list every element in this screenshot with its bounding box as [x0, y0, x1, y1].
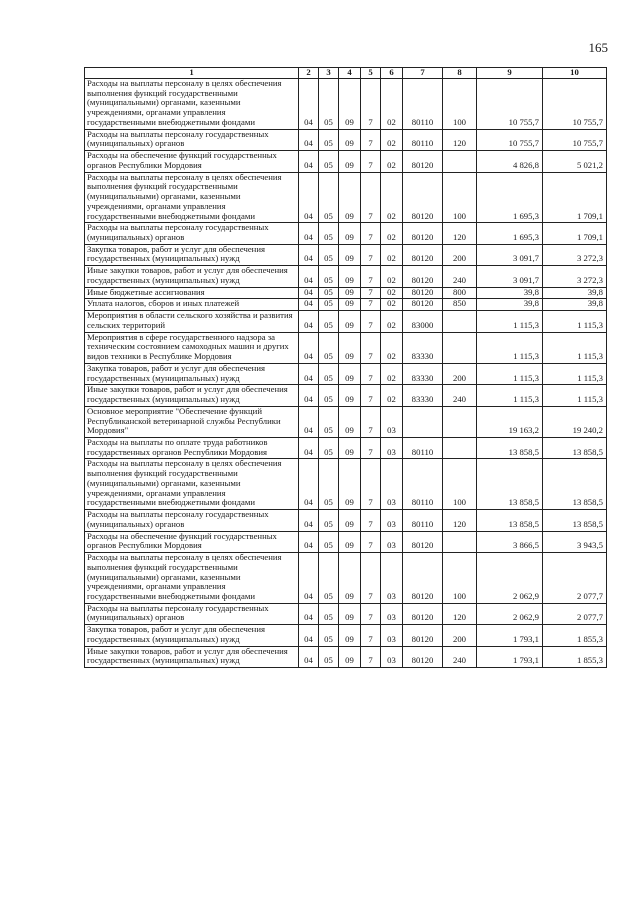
- section-code-cell: 04: [299, 151, 319, 172]
- event-code-cell: 02: [381, 244, 403, 265]
- type-code-cell: 800: [443, 287, 477, 299]
- direction-code-cell: 80120: [403, 244, 443, 265]
- expense-name-cell: Расходы на выплаты персоналу государственных (муниципальных) органов: [85, 603, 299, 624]
- table-row: [85, 79, 607, 130]
- subsection-code-cell: 05: [319, 625, 339, 646]
- subsection-code-cell: 05: [319, 437, 339, 458]
- expense-name-cell: Основное мероприятие "Обеспечение функций Республиканской ветеринарной службы Республики Мордовия": [85, 406, 299, 437]
- amount-year-2-cell: 10 755,7: [543, 79, 607, 130]
- table-row: [85, 385, 607, 406]
- type-code-cell: 100: [443, 459, 477, 510]
- amount-year-2-cell: 19 240,2: [543, 406, 607, 437]
- table-row: [85, 437, 607, 458]
- program-code-cell: 09: [339, 531, 361, 552]
- direction-code-cell: 80110: [403, 510, 443, 531]
- event-code-cell: 03: [381, 603, 403, 624]
- amount-year-2-cell: 2 077,7: [543, 553, 607, 604]
- table-row: [85, 603, 607, 624]
- header-row: [85, 68, 607, 79]
- type-code-cell: [443, 151, 477, 172]
- event-code-cell: 02: [381, 311, 403, 332]
- subprogram-code-cell: 7: [361, 625, 381, 646]
- direction-code-cell: 80120: [403, 299, 443, 311]
- event-code-cell: 02: [381, 332, 403, 363]
- program-code-cell: 09: [339, 625, 361, 646]
- event-code-cell: 03: [381, 406, 403, 437]
- section-code-cell: 04: [299, 266, 319, 287]
- direction-code-cell: 80120: [403, 287, 443, 299]
- event-code-cell: 02: [381, 287, 403, 299]
- subprogram-code-cell: 7: [361, 79, 381, 130]
- subprogram-code-cell: 7: [361, 437, 381, 458]
- amount-year-2-cell: 3 943,5: [543, 531, 607, 552]
- amount-year-1-cell: 2 062,9: [477, 553, 543, 604]
- section-code-cell: 04: [299, 299, 319, 311]
- type-code-cell: 100: [443, 79, 477, 130]
- column-header: 8: [443, 68, 477, 79]
- direction-code-cell: 80120: [403, 553, 443, 604]
- amount-year-2-cell: 39,8: [543, 287, 607, 299]
- amount-year-2-cell: 3 272,3: [543, 244, 607, 265]
- amount-year-2-cell: 1 115,3: [543, 363, 607, 384]
- program-code-cell: 09: [339, 299, 361, 311]
- subprogram-code-cell: 7: [361, 311, 381, 332]
- program-code-cell: 09: [339, 406, 361, 437]
- subsection-code-cell: 05: [319, 385, 339, 406]
- direction-code-cell: 80120: [403, 603, 443, 624]
- subprogram-code-cell: 7: [361, 646, 381, 667]
- type-code-cell: 100: [443, 553, 477, 604]
- direction-code-cell: 80110: [403, 437, 443, 458]
- type-code-cell: [443, 311, 477, 332]
- subprogram-code-cell: 7: [361, 287, 381, 299]
- expense-name-cell: Уплата налогов, сборов и иных платежей: [85, 299, 299, 311]
- expense-name-cell: Закупка товаров, работ и услуг для обеспечения государственных (муниципальных) нужд: [85, 244, 299, 265]
- direction-code-cell: 83330: [403, 363, 443, 384]
- table-row: [85, 244, 607, 265]
- expense-name-cell: Расходы на выплаты персоналу в целях обеспечения выполнения функций государственными (муниципальными) органами, казенными учреждениями, органами управления государственными внебюджетными фондами: [85, 553, 299, 604]
- subsection-code-cell: 05: [319, 553, 339, 604]
- section-code-cell: 04: [299, 363, 319, 384]
- subsection-code-cell: 05: [319, 363, 339, 384]
- section-code-cell: 04: [299, 510, 319, 531]
- subprogram-code-cell: 7: [361, 223, 381, 244]
- amount-year-1-cell: 1 793,1: [477, 625, 543, 646]
- amount-year-1-cell: 1 115,3: [477, 385, 543, 406]
- direction-code-cell: 80120: [403, 172, 443, 223]
- table-row: [85, 406, 607, 437]
- subsection-code-cell: 05: [319, 311, 339, 332]
- program-code-cell: 09: [339, 129, 361, 150]
- program-code-cell: 09: [339, 79, 361, 130]
- column-header: 3: [319, 68, 339, 79]
- subsection-code-cell: 05: [319, 510, 339, 531]
- section-code-cell: 04: [299, 79, 319, 130]
- program-code-cell: 09: [339, 332, 361, 363]
- amount-year-2-cell: 1 115,3: [543, 311, 607, 332]
- page-number: 165: [588, 40, 608, 55]
- table-row: [85, 332, 607, 363]
- subsection-code-cell: 05: [319, 266, 339, 287]
- amount-year-2-cell: 13 858,5: [543, 437, 607, 458]
- section-code-cell: 04: [299, 332, 319, 363]
- type-code-cell: [443, 406, 477, 437]
- section-code-cell: 04: [299, 437, 319, 458]
- amount-year-2-cell: 1 115,3: [543, 385, 607, 406]
- section-code-cell: 04: [299, 553, 319, 604]
- column-header: 7: [403, 68, 443, 79]
- section-code-cell: 04: [299, 603, 319, 624]
- event-code-cell: 03: [381, 646, 403, 667]
- subprogram-code-cell: 7: [361, 363, 381, 384]
- subsection-code-cell: 05: [319, 646, 339, 667]
- event-code-cell: 02: [381, 129, 403, 150]
- column-header: 10: [543, 68, 607, 79]
- amount-year-1-cell: 39,8: [477, 299, 543, 311]
- subsection-code-cell: 05: [319, 299, 339, 311]
- type-code-cell: 240: [443, 385, 477, 406]
- table-row: [85, 151, 607, 172]
- program-code-cell: 09: [339, 459, 361, 510]
- subprogram-code-cell: 7: [361, 459, 381, 510]
- subsection-code-cell: 05: [319, 531, 339, 552]
- expense-name-cell: Расходы на выплаты персоналу государственных (муниципальных) органов: [85, 223, 299, 244]
- type-code-cell: 240: [443, 266, 477, 287]
- event-code-cell: 03: [381, 510, 403, 531]
- amount-year-1-cell: 3 091,7: [477, 244, 543, 265]
- event-code-cell: 03: [381, 531, 403, 552]
- amount-year-2-cell: 1 855,3: [543, 646, 607, 667]
- table-row: [85, 553, 607, 604]
- table-row: [85, 510, 607, 531]
- section-code-cell: 04: [299, 459, 319, 510]
- amount-year-2-cell: 10 755,7: [543, 129, 607, 150]
- subsection-code-cell: 05: [319, 244, 339, 265]
- type-code-cell: [443, 332, 477, 363]
- subprogram-code-cell: 7: [361, 244, 381, 265]
- direction-code-cell: 80120: [403, 625, 443, 646]
- column-header: 1: [85, 68, 299, 79]
- program-code-cell: 09: [339, 385, 361, 406]
- type-code-cell: 100: [443, 172, 477, 223]
- event-code-cell: 02: [381, 299, 403, 311]
- table-row: [85, 311, 607, 332]
- subprogram-code-cell: 7: [361, 129, 381, 150]
- amount-year-2-cell: 1 855,3: [543, 625, 607, 646]
- expense-name-cell: Мероприятия в сфере государственного надзора за техническим состоянием самоходных машин и других видов техники в Республике Мордовия: [85, 332, 299, 363]
- section-code-cell: 04: [299, 129, 319, 150]
- table-row: [85, 266, 607, 287]
- type-code-cell: [443, 531, 477, 552]
- direction-code-cell: 80120: [403, 266, 443, 287]
- subprogram-code-cell: 7: [361, 385, 381, 406]
- amount-year-1-cell: 1 695,3: [477, 223, 543, 244]
- expense-name-cell: Расходы на выплаты персоналу государственных (муниципальных) органов: [85, 129, 299, 150]
- section-code-cell: 04: [299, 625, 319, 646]
- section-code-cell: 04: [299, 406, 319, 437]
- direction-code-cell: 80110: [403, 129, 443, 150]
- program-code-cell: 09: [339, 510, 361, 531]
- amount-year-1-cell: 10 755,7: [477, 129, 543, 150]
- type-code-cell: 200: [443, 244, 477, 265]
- type-code-cell: [443, 437, 477, 458]
- event-code-cell: 02: [381, 172, 403, 223]
- expense-name-cell: Мероприятия в области сельского хозяйства и развития сельских территорий: [85, 311, 299, 332]
- subprogram-code-cell: 7: [361, 299, 381, 311]
- event-code-cell: 02: [381, 223, 403, 244]
- amount-year-1-cell: 1 695,3: [477, 172, 543, 223]
- column-header: 6: [381, 68, 403, 79]
- amount-year-1-cell: 2 062,9: [477, 603, 543, 624]
- program-code-cell: 09: [339, 266, 361, 287]
- amount-year-1-cell: 3 091,7: [477, 266, 543, 287]
- section-code-cell: 04: [299, 223, 319, 244]
- expense-name-cell: Закупка товаров, работ и услуг для обеспечения государственных (муниципальных) нужд: [85, 625, 299, 646]
- amount-year-1-cell: 13 858,5: [477, 437, 543, 458]
- event-code-cell: 02: [381, 151, 403, 172]
- amount-year-2-cell: 1 709,1: [543, 172, 607, 223]
- table-row: [85, 287, 607, 299]
- event-code-cell: 03: [381, 437, 403, 458]
- program-code-cell: 09: [339, 363, 361, 384]
- amount-year-2-cell: 3 272,3: [543, 266, 607, 287]
- type-code-cell: 200: [443, 363, 477, 384]
- subprogram-code-cell: 7: [361, 553, 381, 604]
- type-code-cell: 200: [443, 625, 477, 646]
- amount-year-1-cell: 4 826,8: [477, 151, 543, 172]
- direction-code-cell: 83330: [403, 385, 443, 406]
- subsection-code-cell: 05: [319, 172, 339, 223]
- amount-year-1-cell: 10 755,7: [477, 79, 543, 130]
- table-row: [85, 459, 607, 510]
- table-row: [85, 172, 607, 223]
- amount-year-2-cell: 13 858,5: [543, 459, 607, 510]
- subsection-code-cell: 05: [319, 223, 339, 244]
- subprogram-code-cell: 7: [361, 151, 381, 172]
- expense-name-cell: Расходы на выплаты персоналу государственных (муниципальных) органов: [85, 510, 299, 531]
- amount-year-1-cell: 1 793,1: [477, 646, 543, 667]
- direction-code-cell: 80120: [403, 223, 443, 244]
- expense-name-cell: Расходы на обеспечение функций государственных органов Республики Мордовия: [85, 151, 299, 172]
- event-code-cell: 03: [381, 553, 403, 604]
- expense-name-cell: Иные закупки товаров, работ и услуг для обеспечения государственных (муниципальных) нужд: [85, 266, 299, 287]
- subsection-code-cell: 05: [319, 287, 339, 299]
- event-code-cell: 02: [381, 266, 403, 287]
- column-header: 9: [477, 68, 543, 79]
- direction-code-cell: 80120: [403, 151, 443, 172]
- program-code-cell: 09: [339, 646, 361, 667]
- direction-code-cell: [403, 406, 443, 437]
- subsection-code-cell: 05: [319, 129, 339, 150]
- subprogram-code-cell: 7: [361, 406, 381, 437]
- program-code-cell: 09: [339, 603, 361, 624]
- section-code-cell: 04: [299, 287, 319, 299]
- section-code-cell: 04: [299, 531, 319, 552]
- expense-name-cell: Расходы на выплаты персоналу в целях обеспечения выполнения функций государственными (муниципальными) органами, казенными учреждениями, органами управления государственными внебюджетными фондами: [85, 459, 299, 510]
- amount-year-2-cell: 39,8: [543, 299, 607, 311]
- section-code-cell: 04: [299, 646, 319, 667]
- table-row: [85, 625, 607, 646]
- budget-table: [84, 67, 607, 668]
- amount-year-2-cell: 13 858,5: [543, 510, 607, 531]
- subprogram-code-cell: 7: [361, 531, 381, 552]
- table-row: [85, 363, 607, 384]
- type-code-cell: 120: [443, 603, 477, 624]
- subprogram-code-cell: 7: [361, 603, 381, 624]
- type-code-cell: 120: [443, 129, 477, 150]
- subprogram-code-cell: 7: [361, 266, 381, 287]
- expense-name-cell: Расходы на выплаты персоналу в целях обеспечения выполнения функций государственными (муниципальными) органами, казенными учреждениями, органами управления государственными внебюджетными фондами: [85, 172, 299, 223]
- column-header: 2: [299, 68, 319, 79]
- amount-year-2-cell: 1 115,3: [543, 332, 607, 363]
- program-code-cell: 09: [339, 151, 361, 172]
- subsection-code-cell: 05: [319, 406, 339, 437]
- amount-year-1-cell: 1 115,3: [477, 332, 543, 363]
- expense-name-cell: Расходы на обеспечение функций государственных органов Республики Мордовия: [85, 531, 299, 552]
- program-code-cell: 09: [339, 287, 361, 299]
- subprogram-code-cell: 7: [361, 172, 381, 223]
- expense-name-cell: Расходы на выплаты персоналу в целях обеспечения выполнения функций государственными (муниципальными) органами, казенными учреждениями, органами управления государственными внебюджетными фондами: [85, 79, 299, 130]
- expense-name-cell: Расходы на выплаты по оплате труда работников государственных органов Республики Мордовия: [85, 437, 299, 458]
- type-code-cell: 120: [443, 223, 477, 244]
- amount-year-1-cell: 1 115,3: [477, 363, 543, 384]
- program-code-cell: 09: [339, 437, 361, 458]
- program-code-cell: 09: [339, 553, 361, 604]
- section-code-cell: 04: [299, 172, 319, 223]
- direction-code-cell: 80110: [403, 79, 443, 130]
- amount-year-2-cell: 2 077,7: [543, 603, 607, 624]
- type-code-cell: 240: [443, 646, 477, 667]
- amount-year-2-cell: 5 021,2: [543, 151, 607, 172]
- subsection-code-cell: 05: [319, 151, 339, 172]
- expense-name-cell: Иные бюджетные ассигнования: [85, 287, 299, 299]
- table-row: [85, 299, 607, 311]
- direction-code-cell: 80120: [403, 531, 443, 552]
- amount-year-1-cell: 3 866,5: [477, 531, 543, 552]
- event-code-cell: 02: [381, 363, 403, 384]
- expense-name-cell: Иные закупки товаров, работ и услуг для обеспечения государственных (муниципальных) нужд: [85, 385, 299, 406]
- event-code-cell: 03: [381, 459, 403, 510]
- table-row: [85, 531, 607, 552]
- subsection-code-cell: 05: [319, 603, 339, 624]
- event-code-cell: 02: [381, 79, 403, 130]
- expense-name-cell: Закупка товаров, работ и услуг для обеспечения государственных (муниципальных) нужд: [85, 363, 299, 384]
- section-code-cell: 04: [299, 385, 319, 406]
- amount-year-1-cell: 13 858,5: [477, 510, 543, 531]
- amount-year-1-cell: 13 858,5: [477, 459, 543, 510]
- section-code-cell: 04: [299, 311, 319, 332]
- subprogram-code-cell: 7: [361, 510, 381, 531]
- event-code-cell: 03: [381, 625, 403, 646]
- amount-year-2-cell: 1 709,1: [543, 223, 607, 244]
- type-code-cell: 120: [443, 510, 477, 531]
- table-row: [85, 129, 607, 150]
- column-header: 5: [361, 68, 381, 79]
- amount-year-1-cell: 19 163,2: [477, 406, 543, 437]
- table-row: [85, 223, 607, 244]
- subsection-code-cell: 05: [319, 459, 339, 510]
- direction-code-cell: 80110: [403, 459, 443, 510]
- column-header: 4: [339, 68, 361, 79]
- section-code-cell: 04: [299, 244, 319, 265]
- program-code-cell: 09: [339, 172, 361, 223]
- amount-year-1-cell: 1 115,3: [477, 311, 543, 332]
- direction-code-cell: 83330: [403, 332, 443, 363]
- table-body: [85, 79, 607, 668]
- event-code-cell: 02: [381, 385, 403, 406]
- amount-year-1-cell: 39,8: [477, 287, 543, 299]
- direction-code-cell: 80120: [403, 646, 443, 667]
- expense-name-cell: Иные закупки товаров, работ и услуг для обеспечения государственных (муниципальных) нужд: [85, 646, 299, 667]
- program-code-cell: 09: [339, 311, 361, 332]
- table-row: [85, 646, 607, 667]
- subprogram-code-cell: 7: [361, 332, 381, 363]
- type-code-cell: 850: [443, 299, 477, 311]
- subsection-code-cell: 05: [319, 79, 339, 130]
- direction-code-cell: 83000: [403, 311, 443, 332]
- program-code-cell: 09: [339, 244, 361, 265]
- subsection-code-cell: 05: [319, 332, 339, 363]
- program-code-cell: 09: [339, 223, 361, 244]
